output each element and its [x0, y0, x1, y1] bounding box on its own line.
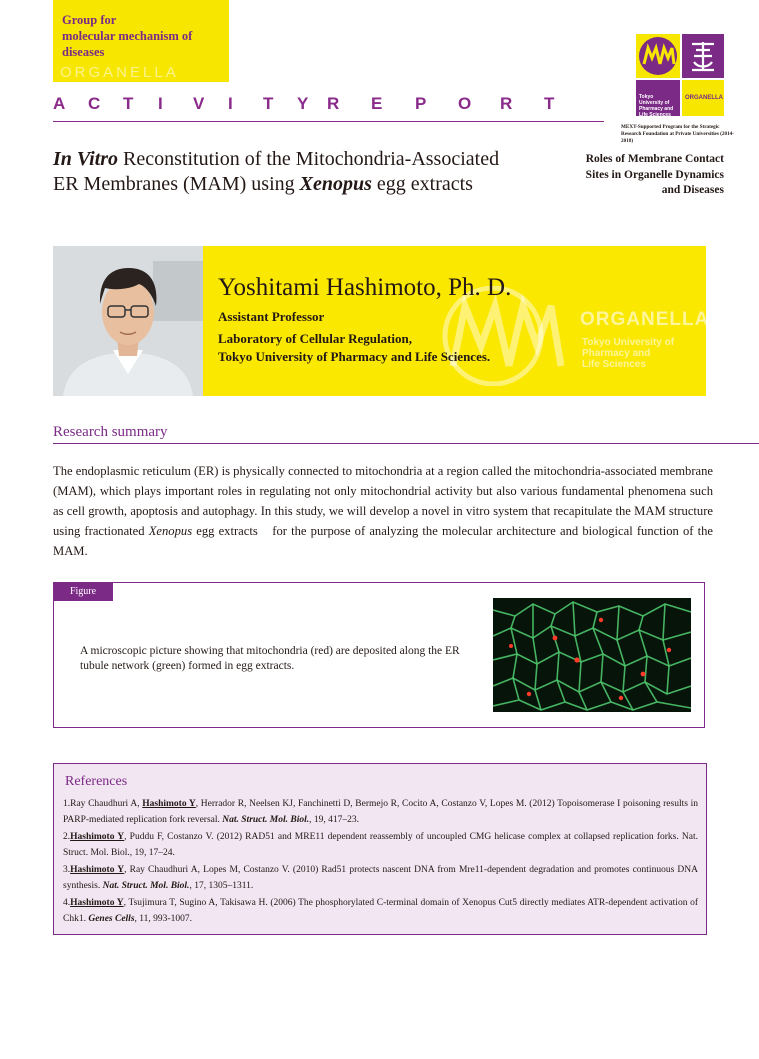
- figure-tab: Figure: [53, 582, 113, 601]
- references-heading: References: [65, 774, 128, 789]
- reference-number: 1.: [63, 799, 71, 809]
- program-title: Roles of Membrane Contact Sites in Organelle Dynamics and Diseases: [585, 153, 724, 196]
- group-label: Group for molecular mechanism of diseases: [62, 13, 193, 59]
- summary-divider: [53, 443, 759, 444]
- university-name: Tokyo University of Pharmacy and Life Sciences.: [218, 349, 491, 364]
- reference-authors: Ray Chaudhuri A,: [70, 799, 143, 809]
- mam-logo: [636, 34, 680, 78]
- professor-name: Yoshitami Hashimoto, Ph. D.: [218, 274, 512, 301]
- reference-number: 3.: [63, 865, 71, 875]
- reference-text: , Ray Chaudhuri A, Lopes M, Costanzo V. (2010) Rad51 protects nascent DNA from Mre11-dependent degradation and promotes continuous DNA synthesis.: [63, 865, 698, 891]
- reference-highlight-author: Hashimoto Y: [142, 799, 196, 809]
- activity-letter: C: [88, 94, 101, 113]
- professor-position: Assistant Professor: [218, 309, 325, 324]
- reference-highlight-author: Hashimoto Y: [70, 898, 124, 908]
- reference-item: [63, 895, 698, 927]
- mam-logo-icon: [636, 34, 680, 78]
- laboratory-name: Laboratory of Cellular Regulation,: [218, 331, 413, 346]
- activity-letter: V: [193, 94, 205, 113]
- figure-caption: A microscopic picture showing that mitochondria (red) are deposited along the ER tubule network (green) formed in egg extracts.: [80, 645, 460, 672]
- band-watermark-organella: ORGANELLA: [580, 309, 710, 330]
- report-letter: E: [371, 94, 383, 113]
- activity-letter: Y: [297, 94, 309, 113]
- reference-journal: Nat. Struct. Mol. Biol.: [222, 815, 310, 825]
- reference-text: , Tsujimura T, Sugino A, Takisawa H. (2006) The phosphorylated C-terminal domain of Xenopus Cut5 directly mediates ATR-dependent activation of Chk1.: [63, 898, 698, 924]
- reference-item: [63, 862, 698, 894]
- title-line2-start: ER Membranes (MAM) using: [53, 173, 300, 195]
- report-letter: O: [458, 94, 472, 113]
- seal-logo: [682, 34, 724, 78]
- seal-logo-icon: [682, 34, 724, 78]
- reference-item: [63, 829, 698, 861]
- header-divider: [53, 121, 604, 122]
- profile-photo: [53, 246, 203, 396]
- activity-letter: I: [158, 94, 163, 113]
- summary-italic-xenopus: Xenopus: [148, 524, 193, 538]
- organella-logo-text: ORGANELLA: [685, 95, 723, 101]
- summary-text-part: The endoplasmic reticulum (ER) is physically connected to mitochondria at a region called the mitochondria-associated membrane (MAM), which plays important roles in regulating not only mitochondrial activity but also various fundamental phenomena such as cell growth, apoptosis and autophagy. In this study, we will develop a novel in vitro system that recapitulate the MAM structure using fractionated: [53, 464, 713, 538]
- report-letter: T: [544, 94, 555, 113]
- band-watermark-university: Tokyo University of Pharmacy and Life Sciences: [582, 337, 675, 370]
- research-summary-heading: Research summary: [53, 424, 168, 440]
- title-line1: Reconstitution of the Mitochondria-Associated: [118, 148, 500, 170]
- reference-highlight-author: Hashimoto Y: [70, 865, 125, 875]
- reference-journal: Genes Cells: [88, 914, 135, 924]
- references-list: [63, 796, 698, 928]
- portrait-image: [53, 246, 203, 396]
- report-letter: P: [415, 94, 427, 113]
- group-watermark: ORGANELLA: [60, 64, 179, 81]
- reference-volume: , 17, 1305–1311.: [189, 881, 254, 891]
- research-summary-text: [53, 461, 713, 561]
- reference-volume: , 11, 993-1007.: [134, 914, 192, 924]
- reference-item: [63, 796, 698, 828]
- reference-journal: Nat. Struct. Mol. Biol.: [102, 881, 190, 891]
- title-italic-xenopus: Xenopus: [299, 173, 372, 195]
- reference-highlight-author: Hashimoto Y: [70, 832, 125, 842]
- report-letter: R: [327, 94, 340, 113]
- activity-letter: T: [123, 94, 134, 113]
- activity-letter: A: [53, 94, 66, 113]
- mext-program-text: MEXT-Supported Program for the Strategic Research Foundation at Private Universities (2014-2018): [621, 124, 735, 144]
- title-line2-end: egg extracts: [371, 173, 473, 195]
- activity-letter: I: [228, 94, 233, 113]
- report-letter: R: [500, 94, 513, 113]
- activity-letter: T: [263, 94, 274, 113]
- reference-text: , Herrador R, Neelsen KJ, Fanchinetti D, Bermejo R, Cocito A, Costanzo V, Lopes M. (2012) Topoisomerase I poisoning results in PARP-mediated replication fork reversal.: [63, 799, 698, 825]
- summary-text-part: egg extracts for the purpose of analyzing the molecular architecture and biological function of the MAM.: [53, 524, 713, 558]
- university-logo-text: Tokyo University of Pharmacy and Life Sciences: [639, 94, 674, 118]
- reference-volume: , 19, 417–23.: [309, 815, 359, 825]
- er-network-image: [493, 598, 691, 712]
- reference-text: , Puddu F, Costanzo V. (2012) RAD51 and MRE11 dependent reassembly of uncoupled CMG helicase complex at collapsed replication forks. Nat. Struct. Mol. Biol., 19, 17–24.: [63, 832, 698, 858]
- reference-number: 2.: [63, 832, 71, 842]
- microscopy-image: [493, 598, 691, 712]
- page-title: [53, 147, 573, 197]
- reference-number: 4.: [63, 898, 71, 908]
- title-italic-in-vitro: In Vitro: [53, 148, 119, 170]
